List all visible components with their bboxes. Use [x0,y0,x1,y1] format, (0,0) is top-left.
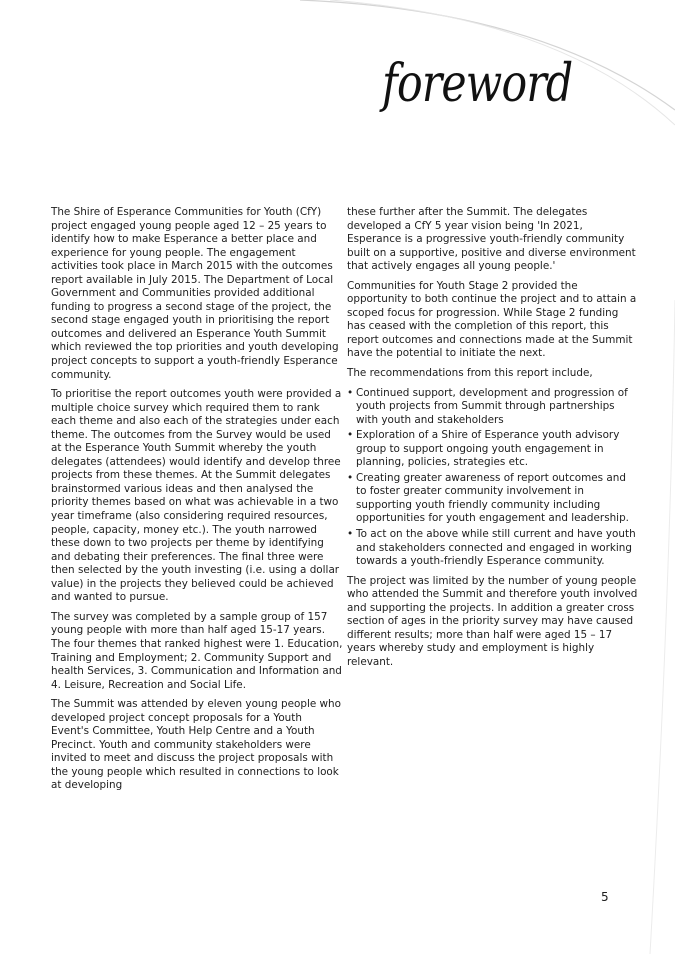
paragraph-intro: The Shire of Esperance Communities for Youth (CfY) project engaged young people aged 12 – 25 years to identify how to make Esperance a better place and experience for young people. The engagement activities took place in March 2015 with the outcomes report available in July 2015. The Department of Local Government and Communities provided additional funding to progress a second stage of the project, the second stage engaged youth in prioritising the report outcomes and delivered an Esperance Youth Summit which reviewed the top priorities and youth developing project concepts to support a youth-friendly Esperance community. [51,206,339,381]
right-column [347,206,639,676]
page-number: 5 [601,890,609,904]
paragraph-recommendations-intro: The recommendations from this report include, [347,367,593,380]
recommendations-list [347,387,639,569]
list-item: • To act on the above while still current and have youth and stakeholders connected and engaged in working towards a youth-friendly Esperance community. [347,528,639,569]
paragraph-stage-two: Communities for Youth Stage 2 provided the opportunity to both continue the project and to attain a scoped focus for progression. While Stage 2 funding has ceased with the completion of this report, this report outcomes and connections made at the Summit have the potential to initiate the next. [347,279,637,360]
paragraph-survey-method: To prioritise the report outcomes youth were provided a multiple choice survey which required them to rank each theme and also each of the strategies under each theme. The outcomes from the Survey would be used at the Esperance Youth Summit whereby the youth delegates (attendees) would identify and develop three projects from these themes. At the Summit delegates brainstormed various ideas and then analysed the priority themes based on what was achievable in a two year timeframe (also considering required resources, people, capacity, money etc.). The youth narrowed these down to two projects per theme by identifying and debating their preferences. The final three were then selected by the youth investing (i.e. using a dollar value) in the projects they believed could be achieved and wanted to pursue. [51,388,342,604]
paragraph-summit: The Summit was attended by eleven young people who developed project concept proposals for a Youth Event's Committee, Youth Help Centre and a Youth Precinct. Youth and community stakeholders were invited to meet and discuss the project proposals with the young people which resulted in connections to look at developing [51,698,341,792]
list-item: • Exploration of a Shire of Esperance youth advisory group to support ongoing youth engagement in planning, policies, strategies etc. [347,429,639,470]
page-title: foreword [382,54,573,114]
list-item: • Continued support, development and progression of youth projects from Summit through partnerships with youth and stakeholders [347,387,639,428]
paragraph-vision: these further after the Summit. The delegates developed a CfY 5 year vision being 'In 2021, Esperance is a progressive youth-friendly community built on a supportive, positive and diverse environment that actively engages all young people.' [347,206,636,273]
paragraph-survey-results: The survey was completed by a sample group of 157 young people with more than half aged 15-17 years. The four themes that ranked highest were 1. Education, Training and Employment; 2. Community Support and health Services, 3. Communication and Information and 4. Leisure, Recreation and Social Life. [51,610,343,691]
left-column [51,206,343,799]
list-item: • Creating greater awareness of report outcomes and to foster greater community involvement in supporting youth friendly community including opportunities for youth engagement and leadership. [347,472,639,526]
paragraph-limitations: The project was limited by the number of young people who attended the Summit and therefore youth involved and supporting the projects. In addition a greater cross section of ages in the priority survey may have caused different results; more than half were aged 15 – 17 years whereby study and employment is highly relevant. [347,574,638,668]
